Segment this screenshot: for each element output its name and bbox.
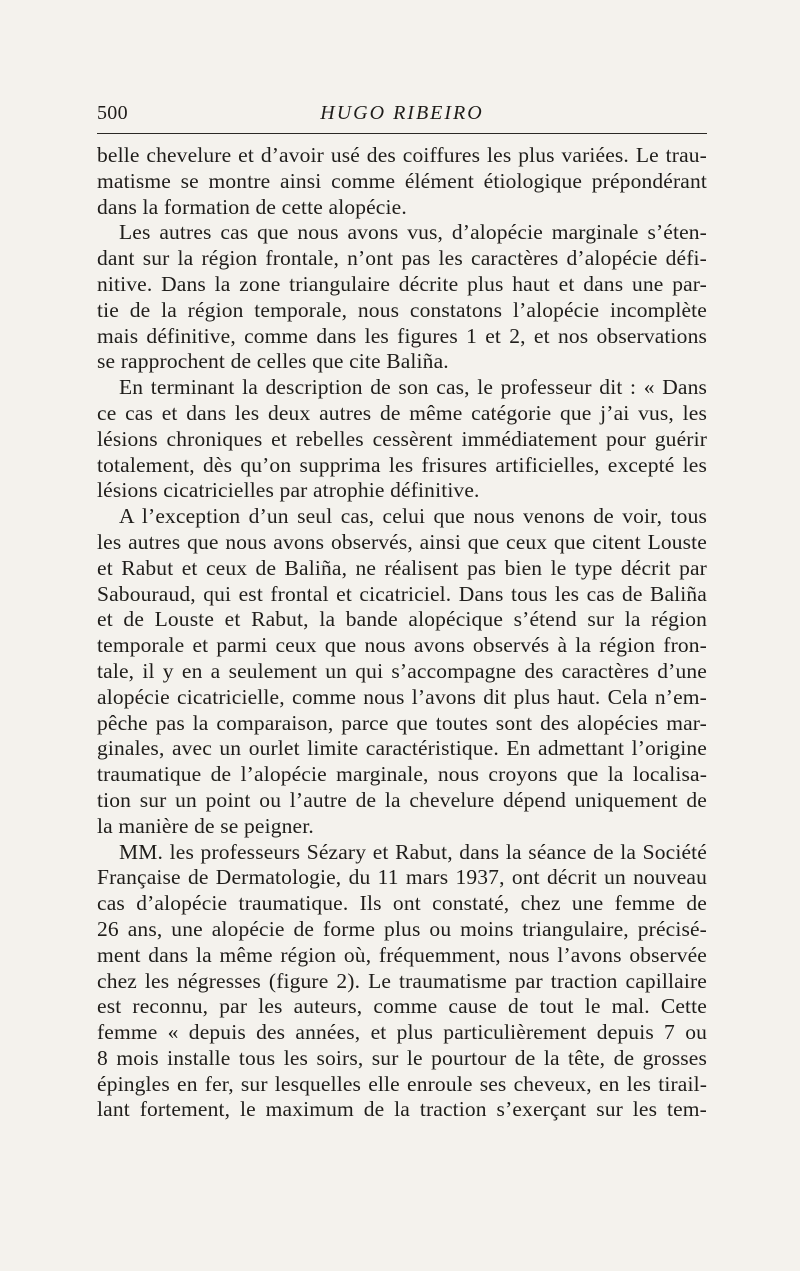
text-line: mais définitive, comme dans les figures 1 et 2, et nos observations: [97, 323, 707, 348]
text-line: temporale et parmi ceux que nous avons observés à la région fron-: [97, 633, 707, 658]
text-line: Les autres cas que nous avons vus, d’alopécie marginale s’éten-: [119, 220, 707, 245]
text-line: 26 ans, une alopécie de forme plus ou moins triangulaire, précisé-: [97, 916, 707, 941]
text-line: pêche pas la comparaison, parce que toutes sont des alopécies mar-: [97, 710, 707, 735]
text-line: tale, il y en a seulement un qui s’accompagne des caractères d’une: [97, 658, 707, 683]
text-line: alopécie cicatricielle, comme nous l’avons dit plus haut. Cela n’em-: [97, 684, 707, 709]
text-line: tion sur un point ou l’autre de la chevelure dépend uniquement de: [97, 787, 707, 812]
text-line: totalement, dès qu’on supprima les frisures artificielles, excepté les: [97, 452, 707, 477]
text-line: et de Louste et Rabut, la bande alopécique s’étend sur la région: [97, 607, 707, 632]
page-header: [97, 101, 707, 127]
body-text: [97, 143, 707, 1123]
text-line: femme « depuis des années, et plus particulièrement depuis 7 ou: [97, 1020, 707, 1045]
text-line: tie de la région temporale, nous constatons l’alopécie incomplète: [97, 297, 707, 322]
text-line: et Rabut et ceux de Baliña, ne réalisent pas bien le type décrit par: [97, 555, 707, 580]
text-line: lant fortement, le maximum de la traction s’exerçant sur les tem-: [97, 1097, 707, 1122]
header-rule: [97, 133, 707, 134]
text-line: Sabouraud, qui est frontal et cicatriciel. Dans tous les cas de Baliña: [97, 581, 707, 606]
text-line: la manière de se peigner.: [97, 813, 314, 838]
running-title: HUGO RIBEIRO: [320, 102, 484, 124]
text-line: traumatique de l’alopécie marginale, nous croyons que la localisa-: [97, 762, 707, 787]
text-line: épingles en fer, sur lesquelles elle enroule ses cheveux, en les tirail-: [97, 1071, 707, 1096]
text-line: A l’exception d’un seul cas, celui que nous venons de voir, tous: [119, 504, 707, 529]
text-line: dans la formation de cette alopécie.: [97, 194, 407, 219]
text-line: 8 mois installe tous les soirs, sur le pourtour de la tête, de grosses: [97, 1045, 707, 1070]
text-line: ment dans la même région où, fréquemment, nous l’avons observée: [97, 942, 707, 967]
text-line: cas d’alopécie traumatique. Ils ont constaté, chez une femme de: [97, 891, 707, 916]
text-line: chez les négresses (figure 2). Le traumatisme par traction capillaire: [97, 968, 707, 993]
text-line: lésions chroniques et rebelles cessèrent immédiatement pour guérir: [97, 426, 707, 451]
text-line: est reconnu, par les auteurs, comme cause de tout le mal. Cette: [97, 994, 707, 1019]
page-number: 500: [97, 102, 128, 124]
text-line: ginales, avec un ourlet limite caractéristique. En admettant l’origine: [97, 736, 707, 761]
text-line: MM. les professeurs Sézary et Rabut, dans la séance de la Société: [119, 839, 707, 864]
text-line: En terminant la description de son cas, le professeur dit : « Dans: [119, 375, 707, 400]
text-line: dant sur la région frontale, n’ont pas les caractères d’alopécie défi-: [97, 246, 707, 271]
text-line: se rapprochent de celles que cite Baliña.: [97, 349, 449, 374]
text-line: lésions cicatricielles par atrophie définitive.: [97, 478, 480, 503]
text-line: nitive. Dans la zone triangulaire décrite plus haut et dans une par-: [97, 271, 707, 296]
text-line: ce cas et dans les deux autres de même catégorie que j’ai vus, les: [97, 400, 707, 425]
text-line: matisme se montre ainsi comme élément étiologique prépondérant: [97, 168, 707, 193]
text-line: belle chevelure et d’avoir usé des coiffures les plus variées. Le trau-: [97, 143, 707, 167]
text-line: Française de Dermatologie, du 11 mars 1937, ont décrit un nouveau: [97, 865, 707, 890]
text-line: les autres que nous avons observés, ainsi que ceux que citent Louste: [97, 529, 707, 554]
